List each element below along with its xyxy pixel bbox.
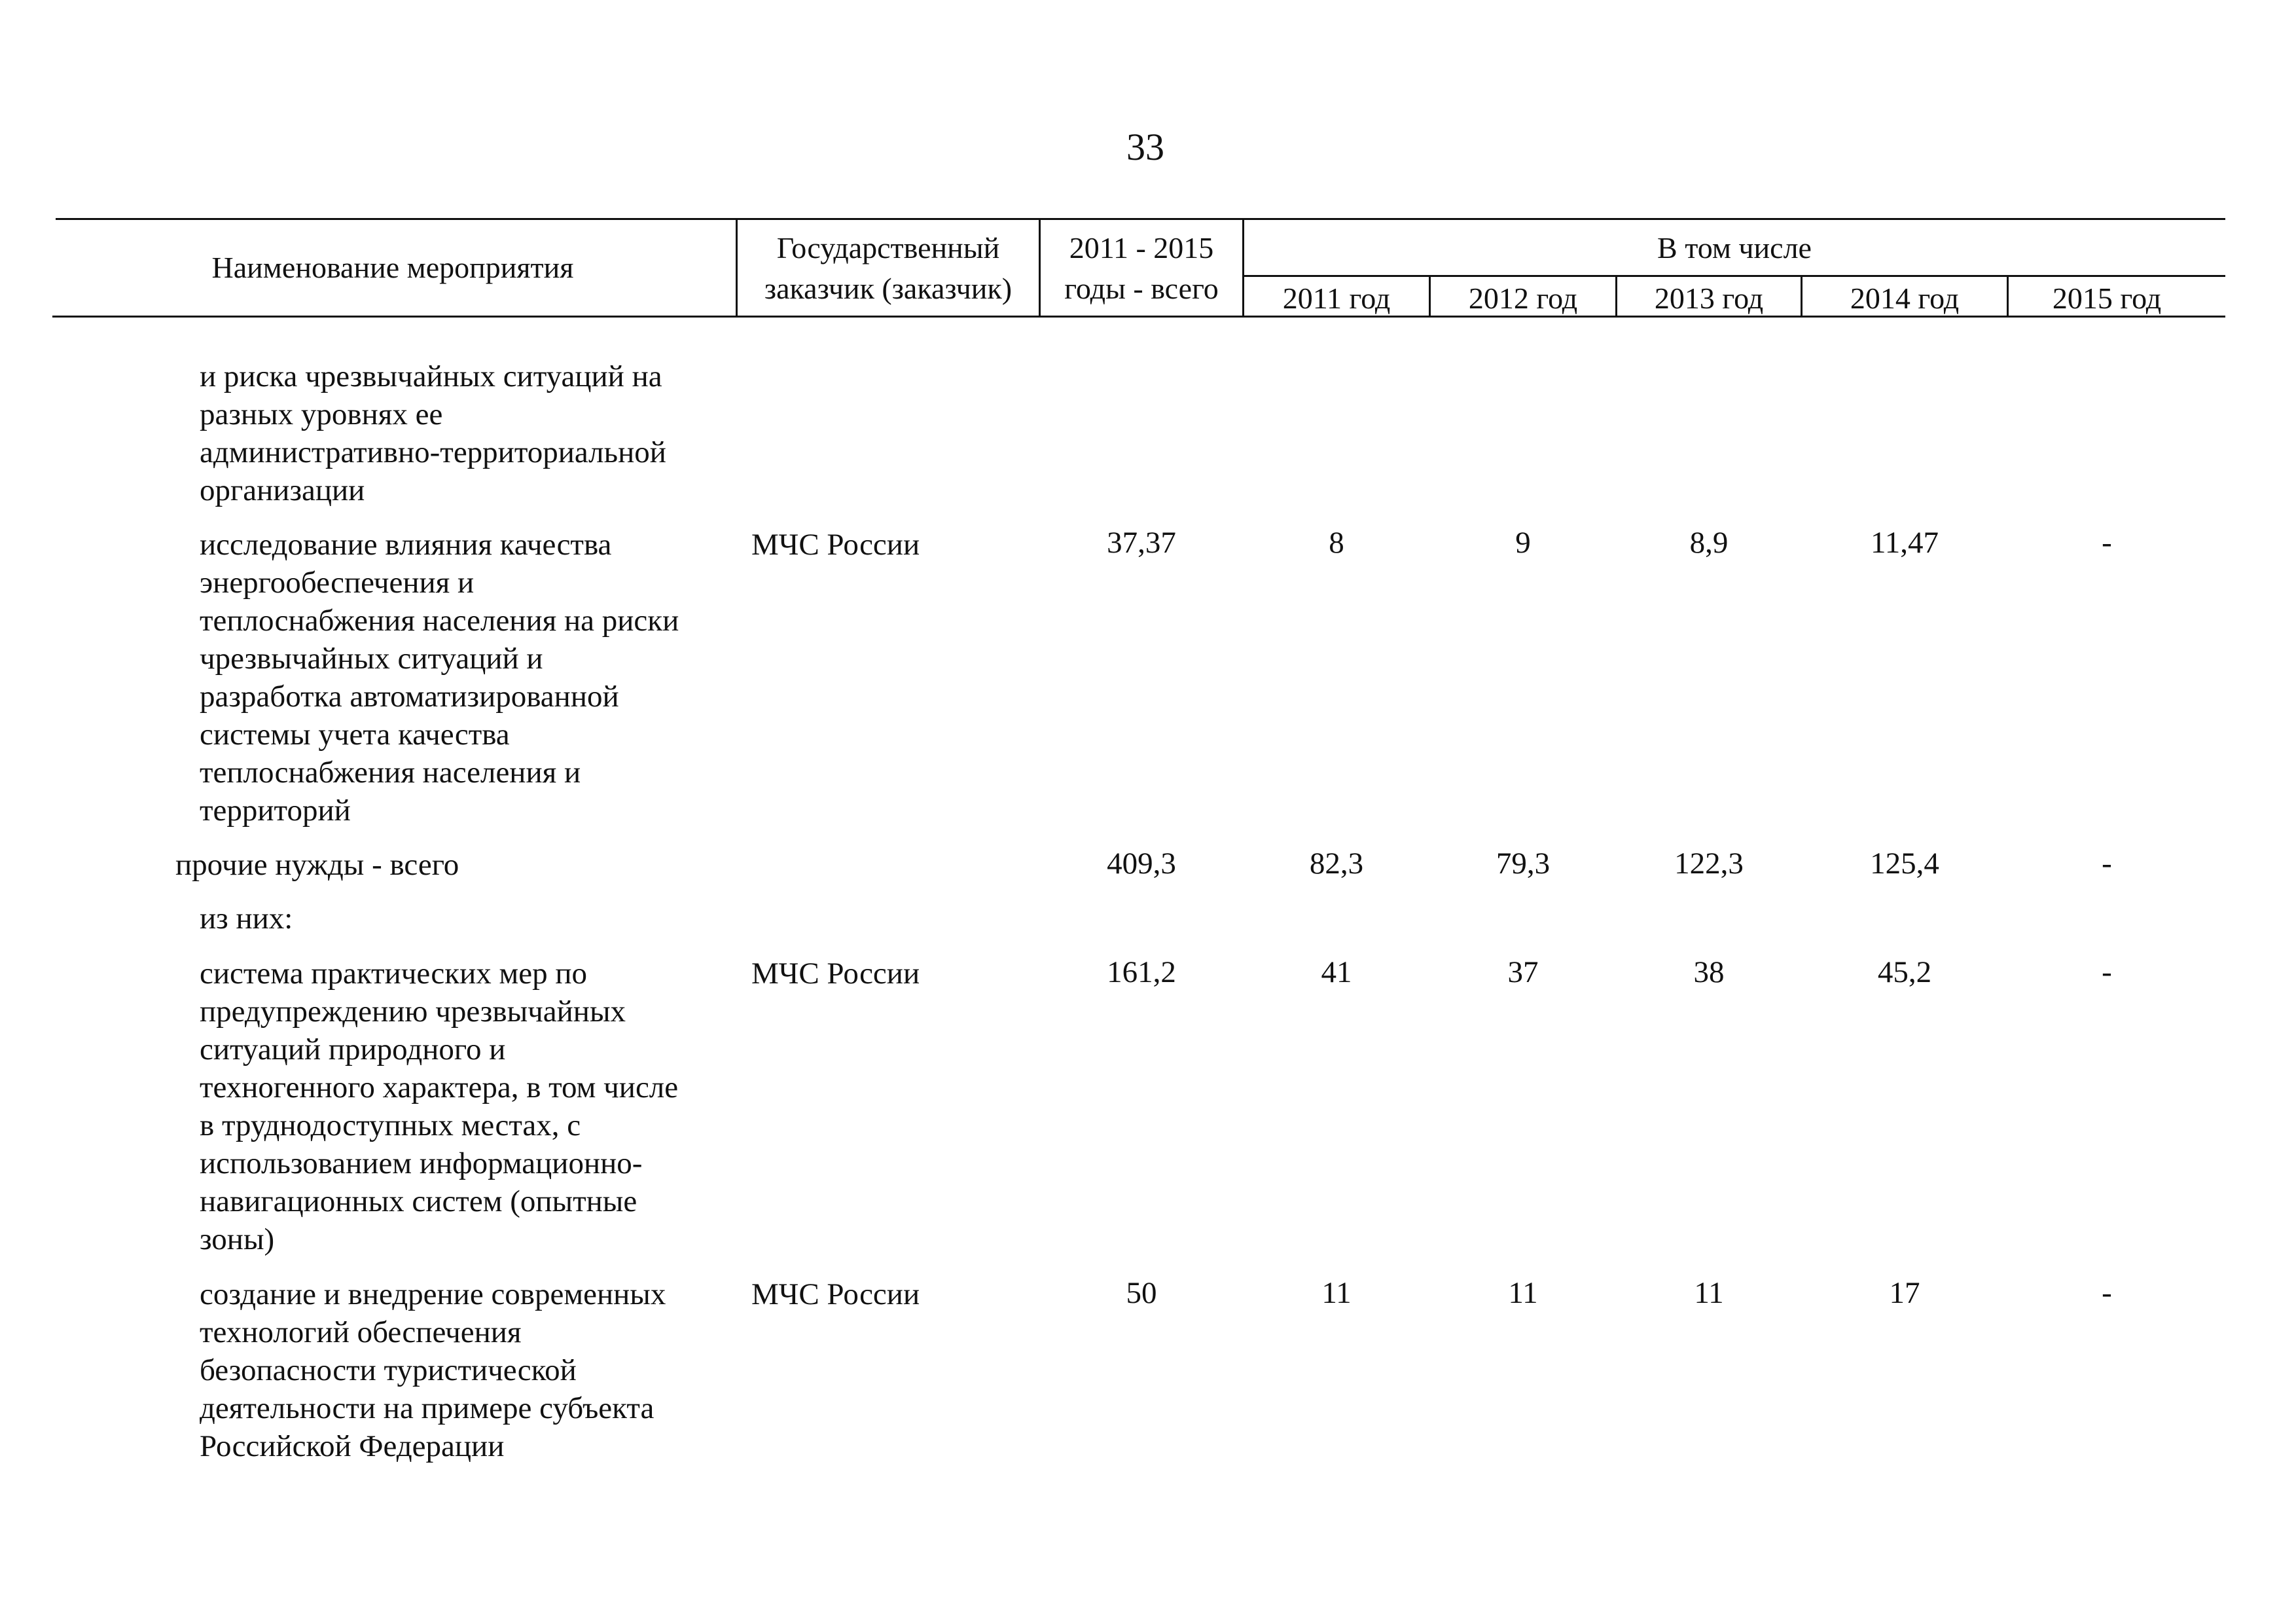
row-1-2011: 8 (1329, 526, 1344, 560)
row-2-name: прочие нужды - всего (175, 848, 459, 882)
row-2-2015: - (2102, 847, 2112, 881)
header-year-2015: 2015 год (2052, 282, 2162, 315)
row-4-2015: - (2102, 955, 2112, 989)
header-total-line1: 2011 - 2015 (1069, 231, 1214, 264)
row-5-2015: - (2102, 1276, 2112, 1310)
row-5-2012: 11 (1508, 1276, 1538, 1310)
row-4-2013: 38 (1693, 955, 1725, 989)
row-5-name: создание и внедрение современных технологий обеспечения безопасности туристической деятельности на примере субъекта Российской Федерации (200, 1277, 666, 1463)
row-5-2011: 11 (1321, 1276, 1352, 1310)
header-customer-line2: заказчик (заказчик) (764, 272, 1013, 305)
row-1-name: исследование влияния качества энергообеспечения и теплоснабжения населения на риски чрезвычайных ситуаций и разработка автоматизированной системы учета качества теплоснабжения населения и территорий (200, 528, 679, 828)
row-5-total: 50 (1126, 1276, 1157, 1310)
row-2-2011: 82,3 (1309, 847, 1364, 881)
row-2-2012: 79,3 (1496, 847, 1551, 881)
header-year-2014: 2014 год (1850, 282, 1960, 315)
row-4-customer: МЧС России (751, 957, 920, 991)
header-year-2011: 2011 год (1282, 282, 1391, 315)
header-year-2012: 2012 год (1468, 282, 1578, 315)
row-4-total: 161,2 (1107, 955, 1176, 989)
header-year-2013: 2013 год (1654, 282, 1764, 315)
row-1-customer: МЧС России (751, 528, 920, 562)
header-total-line2: годы - всего (1064, 272, 1219, 305)
years-rule (1244, 275, 2225, 277)
row-4-2011: 41 (1321, 955, 1352, 989)
row-5-2014: 17 (1889, 1276, 1920, 1310)
row-4-2012: 37 (1507, 955, 1539, 989)
row-4-2014: 45,2 (1877, 955, 1932, 989)
row-1-2012: 9 (1515, 526, 1531, 560)
header-name: Наименование мероприятия (211, 251, 574, 284)
row-2-2013: 122,3 (1674, 847, 1744, 881)
row-5-2013: 11 (1694, 1276, 1724, 1310)
row-1-2015: - (2102, 526, 2112, 560)
row-4-name: система практических мер по предупреждению чрезвычайных ситуаций природного и техногенного характера, в том числе в труднодоступных местах, с использованием информационно- навигационных систем (опытные зоны) (200, 957, 679, 1256)
row-0-name: и риска чрезвычайных ситуаций на разных уровнях ее административно-территориальной организации (200, 359, 666, 507)
header-customer-line1: Государственный (776, 231, 1000, 264)
page-number: 33 (1126, 126, 1164, 168)
row-5-customer: МЧС России (751, 1277, 920, 1311)
row-3-name: из них: (200, 902, 293, 936)
header-top-rule (56, 218, 2225, 220)
row-1-2014: 11,47 (1870, 526, 1939, 560)
row-1-total: 37,37 (1107, 526, 1176, 560)
header-including: В том числе (1657, 231, 1812, 264)
row-2-total: 409,3 (1107, 847, 1176, 881)
row-1-2013: 8,9 (1689, 526, 1729, 560)
row-2-2014: 125,4 (1870, 847, 1939, 881)
